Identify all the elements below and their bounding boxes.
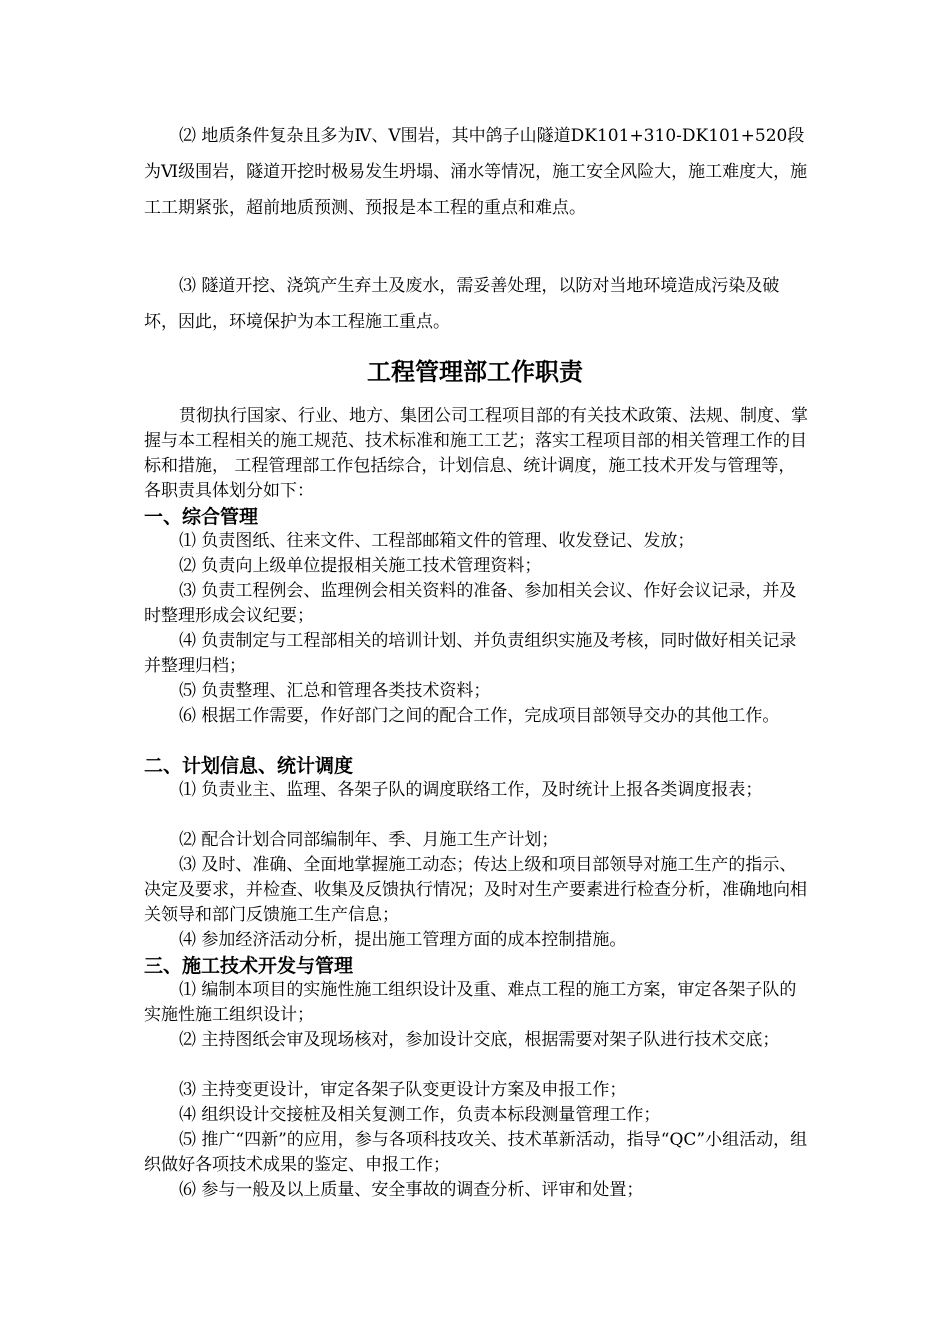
lead-paragraph: 贯彻执行国家、行业、地方、集团公司工程项目部的有关技术政策、法规、制度、掌握与本工程相关的施工规范、技术标准和施工工艺；落实工程项目部的相关管理工作的目标和措施， 工程管理部工作包括综合，计划信息、统计调度，施工技术开发与管理等，各职责具体划分如下： (144, 406, 808, 501)
intro-paragraph-environment: ⑶ 隧道开挖、浇筑产生弃土及废水，需妥善处理，以防对当地环境造成污染及破坏，因此，环境保护为本工程施工重点。 (144, 276, 780, 332)
list-item: ⑵ 主持图纸会审及现场核对，参加设计交底，根据需要对架子队进行技术交底； (179, 1030, 780, 1050)
list-item: ⑸ 推广“四新”的应用，参与各项科技攻关、技术革新活动，指导“QC”小组活动，组织做好各项技术成果的鉴定、申报工作； (144, 1130, 808, 1175)
list-item: ⑴ 负责图纸、往来文件、工程部邮箱文件的管理、收发登记、发放； (179, 531, 695, 551)
list-item: ⑴ 编制本项目的实施性施工组织设计及重、难点工程的施工方案，审定各架子队的实施性施工组织设计； (144, 980, 797, 1025)
list-item: ⑶ 负责工程例会、监理例会相关资料的准备、参加相关会议、作好会议记录，并及时整理形成会议纪要； (144, 581, 797, 626)
list-item: ⑸ 负责整理、汇总和管理各类技术资料； (179, 681, 491, 701)
list-item: ⑹ 根据工作需要，作好部门之间的配合工作，完成项目部领导交办的其他工作。 (179, 706, 780, 726)
section-heading-technology: 三、施工技术开发与管理 (144, 955, 354, 977)
list-item: ⑷ 负责制定与工程部相关的培训计划、并负责组织实施及考核，同时做好相关记录并整理归档； (144, 631, 797, 676)
list-item: ⑷ 组织设计交接桩及相关复测工作，负责本标段测量管理工作； (179, 1105, 661, 1125)
list-item: ⑶ 主持变更设计，审定各架子队变更设计方案及申报工作； (179, 1080, 627, 1100)
list-item: ⑷ 参加经济活动分析，提出施工管理方面的成本控制措施。 (179, 930, 627, 950)
list-item: ⑵ 配合计划合同部编制年、季、月施工生产计划； (179, 830, 559, 850)
list-item: ⑵ 负责向上级单位提报相关施工技术管理资料； (179, 556, 542, 576)
page-title: 工程管理部工作职责 (367, 358, 583, 386)
section-heading-planning: 二、计划信息、统计调度 (144, 755, 354, 777)
list-item: ⑶ 及时、准确、全面地掌握施工动态；传达上级和项目部领导对施工生产的指示、决定及要求，并检查、收集及反馈执行情况；及时对生产要素进行检查分析，准确地向相关领导和部门反馈施工生产信息； (144, 855, 807, 925)
list-item: ⑹ 参与一般及以上质量、安全事故的调查分析、评审和处置； (179, 1180, 644, 1200)
section-heading-general: 一、综合管理 (144, 506, 259, 528)
list-item: ⑴ 负责业主、监理、各架子队的调度联络工作，及时统计上报各类调度报表； (179, 780, 763, 800)
intro-paragraph-geology: ⑵ 地质条件复杂且多为Ⅳ、Ⅴ围岩，其中鸽子山隧道DK101+310-DK101+520段为Ⅵ级围岩，隧道开挖时极易发生坍塌、涌水等情况，施工安全风险大，施工难度大，施工工期紧张，超前地质预测、预报是本工程的重点和难点。 (144, 126, 808, 218)
